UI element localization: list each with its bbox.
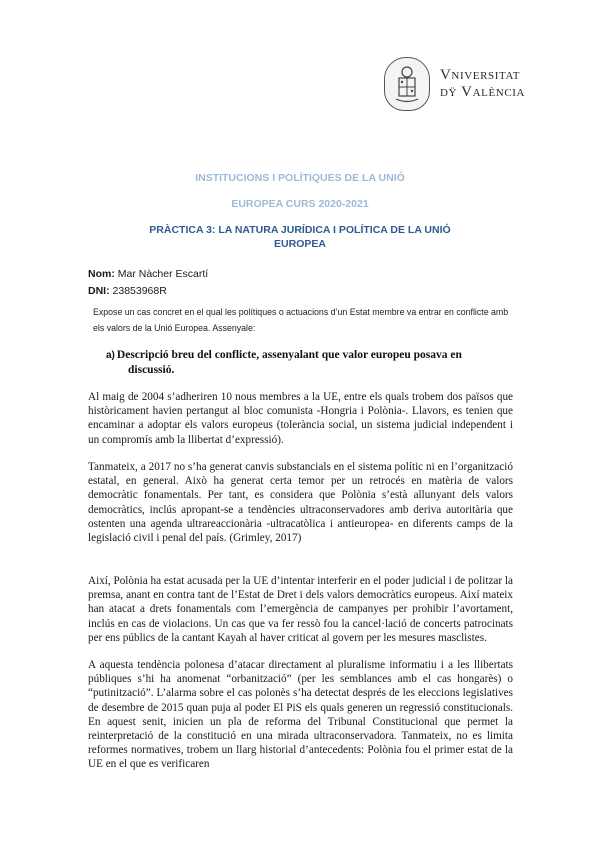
university-name-line1: Vniversitat bbox=[440, 67, 521, 83]
paragraph-2: Tanmateix, a 2017 no s’ha generat canvis substancials en el sistema polític ni en l’organització estatal, en general. Això ha generat certa temor per un retrocés en matèria de valors democràtic fonamentals. Per tant, es considera que Polònia s’està allunyant dels valors democràtics, inclús apropant-se a tendències ultraconservadores amb deriva autoritària que ostenten una agenda ultrareaccionària -ultracatòlica i antieuropea- en diferents camps de la legislació civil i penal del país. (Grimley, 2017) bbox=[88, 461, 513, 545]
section-a-line1: Descripció breu del conflicte, assenyalant que valor europeu posava en bbox=[116, 349, 462, 361]
student-dni bbox=[88, 285, 167, 297]
student-name-label: Nom: bbox=[88, 268, 115, 280]
section-a-heading bbox=[106, 348, 526, 377]
paragraph-4: A aquesta tendència polonesa d’atacar directament al pluralisme informatiu i a les llibertats públiques s’hi ha anomenat “orbanització” (per les semblances amb el cas hongarès) o “putinització”. L’alarma sobre el cas polonès s’ha detectat després de les eleccions legislatives de desembre de 2015 quan puja al poder El PiS els quals generen un regressió constitucionals. En aquest senit, inicien un pla de reforma del Tribunal Constitucional que permet la reinterpretació de la constitució en una mirada ultraconservadora. Tanmateix, no es limita reformes normatives, trobem un llarg historial d’antecedents: Polònia fou el primer estat de la UE en el que es verificaren bbox=[88, 659, 513, 771]
university-name-line2: dÿ València bbox=[440, 84, 526, 100]
practice-title-line1: PRÀCTICA 3: LA NATURA JURÍDICA I POLÍTICA DE LA UNIÓ bbox=[149, 224, 451, 236]
paragraph-3: Així, Polònia ha estat acusada per la UE d’intentar interferir en el poder judicial i de politzar la premsa, anant en contra tant de l’Estat de Dret i dels valors democràtics europeus. Així mateix han atacat a drets fonamentals com l’emergència de campanyes per prohibir l’avortament, inclús en cas de violacions. Un cas que va fer ressò fou la cancel·lació de concerts patrocinats per ens públics de la cantant Kayah al haver criticat al govern per les mesures masclistes. bbox=[88, 575, 513, 644]
university-logo bbox=[384, 57, 525, 111]
section-a-marker: a) bbox=[106, 350, 115, 361]
student-dni-value: 23853968R bbox=[109, 285, 167, 297]
assignment-prompt: Expose un cas concret en el qual les polítiques o actuacions d’un Estat membre va entrar en conflicte amb els valors de la Unió Europea. Assenyale: bbox=[93, 307, 509, 333]
section-a-line2: discussió. bbox=[128, 364, 175, 376]
university-name bbox=[440, 67, 525, 101]
course-title-line2: EUROPEA CURS 2020-2021 bbox=[231, 198, 369, 210]
practice-title-line2: EUROPEA bbox=[274, 238, 326, 250]
student-dni-label: DNI: bbox=[88, 285, 110, 297]
university-seal-icon bbox=[384, 57, 430, 111]
student-name-value: Mar Nàcher Escartí bbox=[114, 268, 209, 280]
student-name bbox=[88, 268, 208, 280]
course-title-line1: INSTITUCIONS I POLÍTIQUES DE LA UNIÓ bbox=[195, 172, 405, 184]
paragraph-1: Al maig de 2004 s’adheriren 10 nous membres a la UE, entre els quals trobem dos països que històricament havien pertangut al bloc comunista -Hongria i Polònia-. Llavors, es tenien que encaminar a adoptar els valors europeus (tolerància social, un sistema judicial independent i un compromís amb la llibertat d’expressió). bbox=[88, 391, 513, 446]
